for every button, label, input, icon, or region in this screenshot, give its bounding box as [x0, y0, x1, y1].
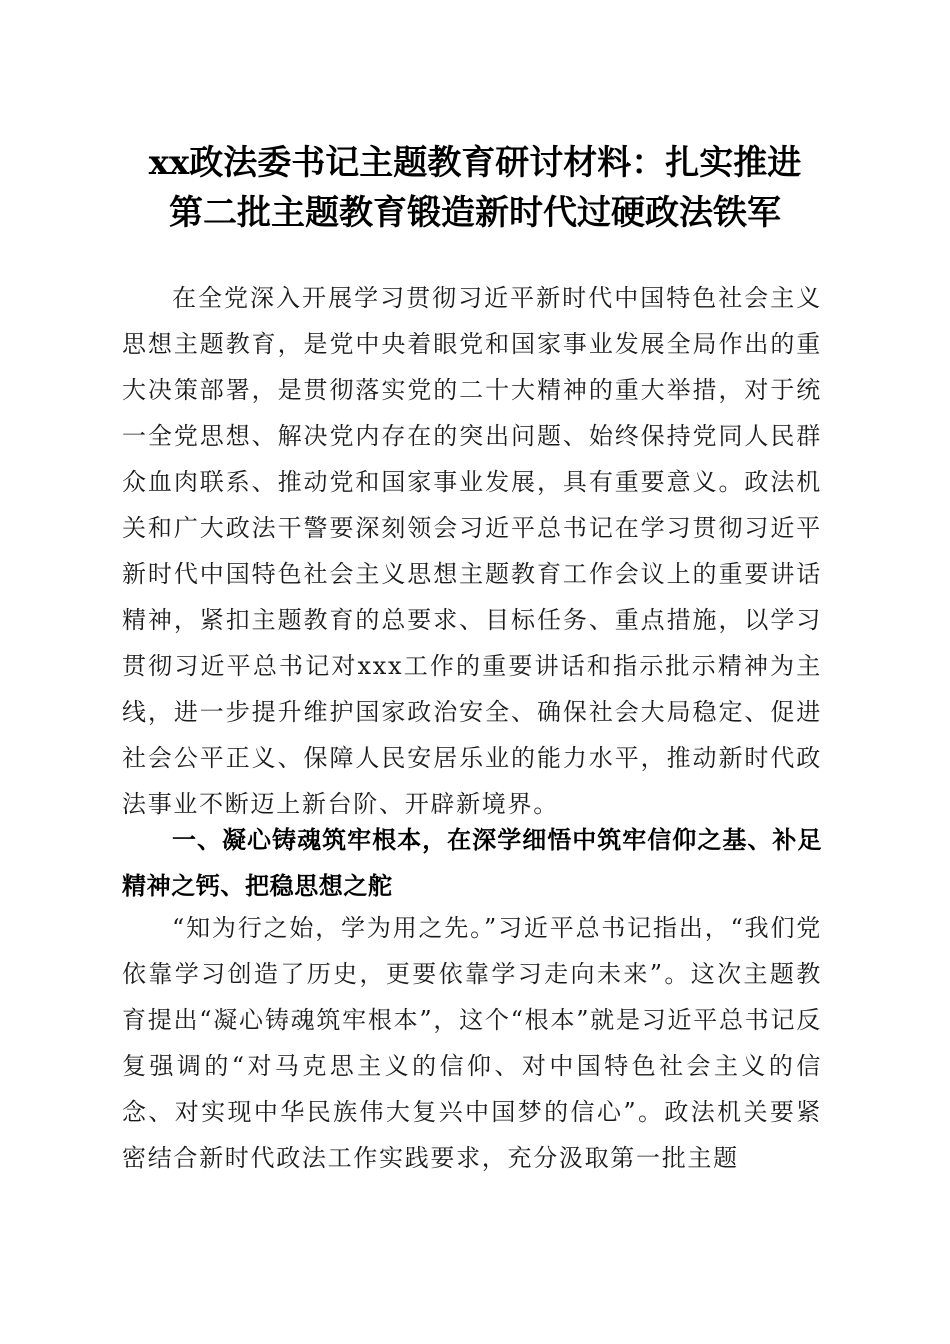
title-line-2: 第二批主题教育锻造新时代过硬政法铁军	[169, 193, 781, 233]
intro-paragraph: 在全党深入开展学习贯彻习近平新时代中国特色社会主义思想主题教育，是党中央着眼党和国家事业发展全局作出的重大决策部署，是贯彻落实党的二十大精神的重大举措，对于统一全党思想、解决党内存在的突出问题、始终保持党同人民群众血肉联系、推动党和国家事业发展，具有重要意义。政法机关和广大政法干警要深刻领会习近平总书记在学习贯彻习近平新时代中国特色社会主义思想主题教育工作会议上的重要讲话精神，紧扣主题教育的总要求、目标任务、重点措施，以学习贯彻习近平总书记对xxx工作的重要讲话和指示批示精神为主线，进一步提升维护国家政治安全、确保社会大局稳定、促进社会公平正义、保障人民安居乐业的能力水平，推动新时代政法事业不断迈上新台阶、开辟新境界。	[122, 284, 822, 818]
document-title	[100, 138, 850, 238]
title-line-1: xx政法委书记主题教育研讨材料：扎实推进	[148, 143, 802, 183]
section-heading-1: 一、凝心铸魂筑牢根本，在深学细悟中筑牢信仰之基、补足精神之钙、把稳思想之舵	[122, 826, 822, 900]
section-1-paragraph: “知为行之始，学为用之先。”习近平总书记指出，“我们党依靠学习创造了历史，更要依靠学习走向未来”。这次主题教育提出“凝心铸魂筑牢根本”，这个“根本”就是习近平总书记反复强调的“对马克思主义的信仰、对中国特色社会主义的信念、对实现中华民族伟大复兴中国梦的信心”。政法机关要紧密结合新时代政法工作实践要求，充分汲取第一批主题	[122, 914, 822, 1172]
